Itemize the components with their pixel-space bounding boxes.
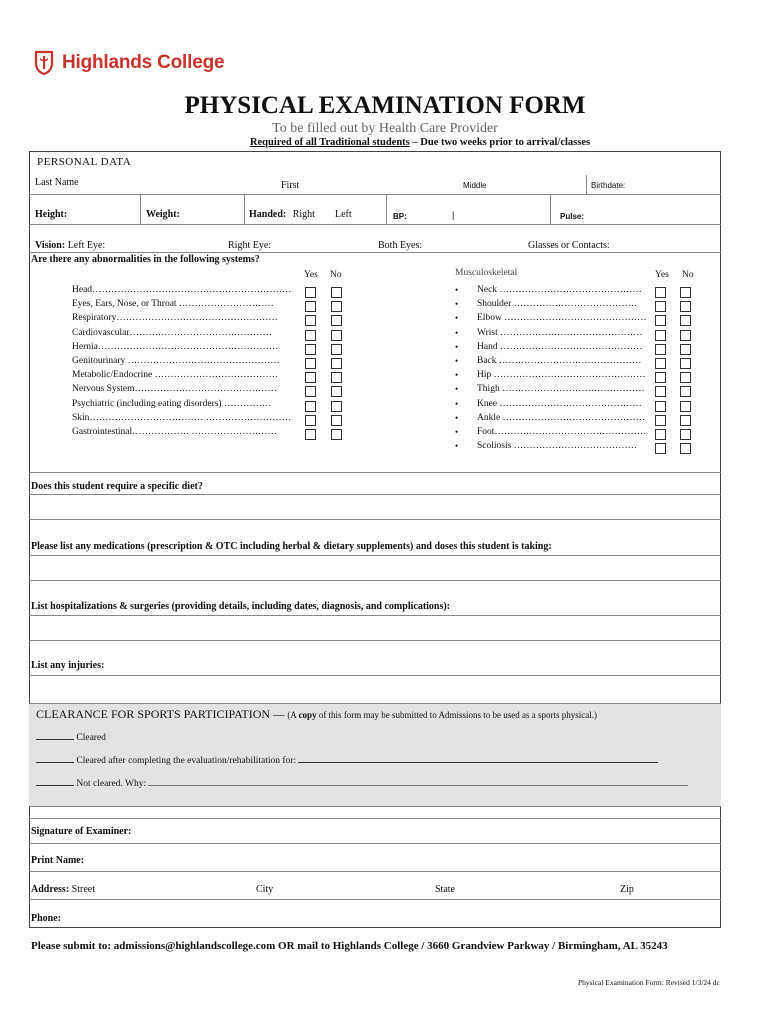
system-yes-checkbox[interactable] <box>305 344 316 355</box>
both-eyes-label: Both Eyes: <box>378 240 423 251</box>
handed-left-option[interactable]: Left <box>334 209 352 220</box>
system-no-checkbox[interactable] <box>331 344 342 355</box>
system-no-checkbox[interactable] <box>331 358 342 369</box>
musculoskeletal-yes-checkbox[interactable] <box>655 415 666 426</box>
medications-question: Please list any medications (prescription & OTC including herbal & dietary supplements) and doses this student is taking: <box>31 541 552 552</box>
system-yes-checkbox[interactable] <box>305 401 316 412</box>
yes-header-right: Yes <box>655 270 669 280</box>
bullet-icon: • <box>455 441 459 452</box>
musculoskeletal-no-checkbox[interactable] <box>680 315 691 326</box>
system-yes-checkbox[interactable] <box>305 429 316 440</box>
system-yes-checkbox[interactable] <box>305 372 316 383</box>
system-label: Cardiovascular……………………………………… <box>72 327 273 338</box>
clearance-dash: — <box>270 709 288 721</box>
height-label: Height: <box>35 209 68 220</box>
musculoskeletal-yes-checkbox[interactable] <box>655 287 666 298</box>
system-label: Metabolic/Endocrine ………………………………… <box>72 370 279 381</box>
musculoskeletal-no-checkbox[interactable] <box>680 415 691 426</box>
pulse-label: Pulse: <box>560 212 585 221</box>
musculoskeletal-yes-checkbox[interactable] <box>655 358 666 369</box>
hospitalizations-question: List hospitalizations & surgeries (providing details, including dates, diagnosis, and complications): <box>31 601 451 612</box>
musculoskeletal-no-checkbox[interactable] <box>680 372 691 383</box>
cleared-after-row <box>36 756 658 766</box>
musculoskeletal-yes-checkbox[interactable] <box>655 315 666 326</box>
musculoskeletal-yes-checkbox[interactable] <box>655 372 666 383</box>
system-yes-checkbox[interactable] <box>305 301 316 312</box>
brand-name: Highlands College <box>62 52 225 73</box>
musculoskeletal-label: Hand ……………………………………… <box>477 341 643 352</box>
system-label: Psychiatric (including eating disorders) …………… <box>72 398 272 409</box>
no-header-left: No <box>330 270 342 280</box>
left-eye-label: Left Eye: <box>67 240 106 251</box>
system-yes-checkbox[interactable] <box>305 358 316 369</box>
weight-label: Weight: <box>146 209 180 220</box>
bullet-icon: • <box>455 341 459 352</box>
musculoskeletal-label: Thigh ……………………………………… <box>477 384 645 395</box>
cleared-after-blank[interactable] <box>36 762 74 763</box>
clearance-heading: CLEARANCE FOR SPORTS PARTICIPATION <box>36 707 271 721</box>
bullet-icon: • <box>455 427 459 437</box>
musculoskeletal-yes-checkbox[interactable] <box>655 429 666 440</box>
last-name-label: Last Name <box>35 177 79 188</box>
diet-question: Does this student require a specific diet? <box>31 481 203 492</box>
phone-label: Phone: <box>31 913 61 924</box>
system-label: Respiratory…………………………………………… <box>72 313 278 324</box>
musculoskeletal-heading: Musculoskeletal <box>455 268 518 278</box>
musculoskeletal-label: Back ……………………………………… <box>477 356 642 366</box>
bp-label: BP: <box>393 212 407 221</box>
system-label: Nervous System……………………………………… <box>72 384 278 395</box>
musculoskeletal-no-checkbox[interactable] <box>680 301 691 312</box>
page-subtitle: To be filled out by Health Care Provider <box>272 121 498 136</box>
handed-right-option[interactable]: Right <box>292 209 315 220</box>
musculoskeletal-no-checkbox[interactable] <box>680 344 691 355</box>
glasses-label: Glasses or Contacts: <box>528 240 610 251</box>
musculoskeletal-yes-checkbox[interactable] <box>655 401 666 412</box>
not-cleared-line[interactable] <box>148 785 688 786</box>
musculoskeletal-no-checkbox[interactable] <box>680 429 691 440</box>
first-name-label: First <box>281 180 300 191</box>
clearance-heading-row <box>36 707 597 722</box>
system-no-checkbox[interactable] <box>331 287 342 298</box>
clearance-note-post: of this form may be submitted to Admissions to be used as a sports physical.) <box>316 710 598 720</box>
bullet-icon: • <box>455 356 459 366</box>
bullet-icon: • <box>455 313 459 324</box>
cleared-blank[interactable] <box>36 739 74 740</box>
examiner-signature-label: Signature of Examiner: <box>31 826 132 837</box>
submission-instructions: Please submit to: admissions@highlandscollege.com OR mail to Highlands College / 3660 Grandview Parkway / Birmingham, AL 35243 <box>31 940 668 952</box>
requirement-rest: – Due two weeks prior to arrival/classes <box>409 137 591 148</box>
musculoskeletal-label: Knee ……………………………………… <box>477 398 642 409</box>
brand-logo <box>34 50 224 76</box>
bullet-icon: • <box>455 299 459 310</box>
musculoskeletal-yes-checkbox[interactable] <box>655 301 666 312</box>
vision-label: Vision: <box>35 240 66 251</box>
system-yes-checkbox[interactable] <box>305 315 316 326</box>
system-no-checkbox[interactable] <box>331 415 342 426</box>
musculoskeletal-no-checkbox[interactable] <box>680 386 691 397</box>
shield-logo-icon <box>34 50 54 76</box>
right-eye-label: Right Eye: <box>228 240 272 251</box>
system-yes-checkbox[interactable] <box>305 415 316 426</box>
handed-field <box>249 209 352 220</box>
musculoskeletal-label: Neck ……………………………………… <box>477 285 642 295</box>
musculoskeletal-yes-checkbox[interactable] <box>655 386 666 397</box>
bullet-icon: • <box>455 412 459 423</box>
state-label: State <box>435 884 455 895</box>
musculoskeletal-label: Elbow ……………………………………… <box>477 313 647 324</box>
print-name-label: Print Name: <box>31 855 85 866</box>
clearance-note-pre: (A <box>287 710 299 720</box>
system-yes-checkbox[interactable] <box>305 287 316 298</box>
form-frame <box>29 151 721 928</box>
cleared-label: Cleared <box>76 733 106 743</box>
page-title: PHYSICAL EXAMINATION FORM <box>184 92 586 119</box>
address-row <box>31 884 95 895</box>
system-label: Head……………………………………………………… <box>72 285 292 295</box>
system-label: Eyes, Ears, Nose, or Throat ………………………… <box>72 299 274 310</box>
requirement-underlined: Required of all Traditional students <box>249 137 410 148</box>
musculoskeletal-yes-checkbox[interactable] <box>655 344 666 355</box>
system-label: Genitourinary ………………………………………… <box>72 356 280 366</box>
clearance-note <box>287 710 597 720</box>
system-no-checkbox[interactable] <box>331 429 342 440</box>
system-no-checkbox[interactable] <box>331 330 342 341</box>
musculoskeletal-no-checkbox[interactable] <box>680 443 691 454</box>
birthdate-label: Birthdate: <box>591 181 626 190</box>
system-label: Gastrointestinal……………… ……………………… <box>72 427 278 437</box>
system-no-checkbox[interactable] <box>331 372 342 383</box>
musculoskeletal-yes-checkbox[interactable] <box>655 330 666 341</box>
musculoskeletal-label: Wrist ……………………………………… <box>477 327 643 338</box>
requirement-note <box>0 137 770 148</box>
musculoskeletal-yes-checkbox[interactable] <box>655 443 666 454</box>
middle-name-label: Middle <box>463 181 487 190</box>
musculoskeletal-label: Shoulder ………………………………… <box>477 299 638 310</box>
musculoskeletal-no-checkbox[interactable] <box>680 358 691 369</box>
vision-row <box>35 240 105 251</box>
system-no-checkbox[interactable] <box>331 315 342 326</box>
revision-note: Physical Examination Form: Revised 1/3/24 dc <box>578 978 720 987</box>
musculoskeletal-label: Foot………………………………………… <box>477 427 647 437</box>
zip-label: Zip <box>620 884 634 895</box>
not-cleared-row <box>36 779 688 789</box>
system-yes-checkbox[interactable] <box>305 386 316 397</box>
system-no-checkbox[interactable] <box>331 301 342 312</box>
bullet-icon: • <box>455 398 459 409</box>
system-no-checkbox[interactable] <box>331 386 342 397</box>
bp-separator: | <box>452 210 455 220</box>
bullet-icon: • <box>455 285 459 295</box>
handed-label: Handed: <box>249 209 287 220</box>
musculoskeletal-label: Scoliosis ………………………………… <box>477 441 638 452</box>
not-cleared-blank[interactable] <box>36 785 74 786</box>
city-label: City <box>256 884 274 895</box>
street-label: Street <box>71 884 95 895</box>
injuries-question: List any injuries: <box>31 660 105 671</box>
bullet-icon: • <box>455 384 459 395</box>
bullet-icon: • <box>455 370 459 381</box>
musculoskeletal-no-checkbox[interactable] <box>680 287 691 298</box>
cleared-after-label: Cleared after completing the evaluation/rehabilitation for: <box>76 756 297 766</box>
personal-data-heading: PERSONAL DATA <box>37 156 132 168</box>
system-label: Skin……………………………… ……………………… <box>72 412 292 423</box>
system-label: Hernia………………………………………………… <box>72 341 279 352</box>
musculoskeletal-no-checkbox[interactable] <box>680 401 691 412</box>
no-header-right: No <box>682 270 694 280</box>
musculoskeletal-no-checkbox[interactable] <box>680 330 691 341</box>
clearance-note-bold: copy <box>298 710 317 720</box>
musculoskeletal-label: Ankle ……………………………………… <box>477 412 646 423</box>
address-label: Address: <box>31 884 70 895</box>
cleared-after-line[interactable] <box>298 762 658 763</box>
abnormalities-question: Are there any abnormalities in the following systems? <box>31 254 260 265</box>
cleared-row <box>36 733 106 743</box>
not-cleared-label: Not cleared. Why: <box>76 779 147 789</box>
bullet-icon: • <box>455 327 459 338</box>
system-yes-checkbox[interactable] <box>305 330 316 341</box>
musculoskeletal-label: Hip ………………………………………… <box>477 370 646 381</box>
system-no-checkbox[interactable] <box>331 401 342 412</box>
yes-header-left: Yes <box>304 270 318 280</box>
